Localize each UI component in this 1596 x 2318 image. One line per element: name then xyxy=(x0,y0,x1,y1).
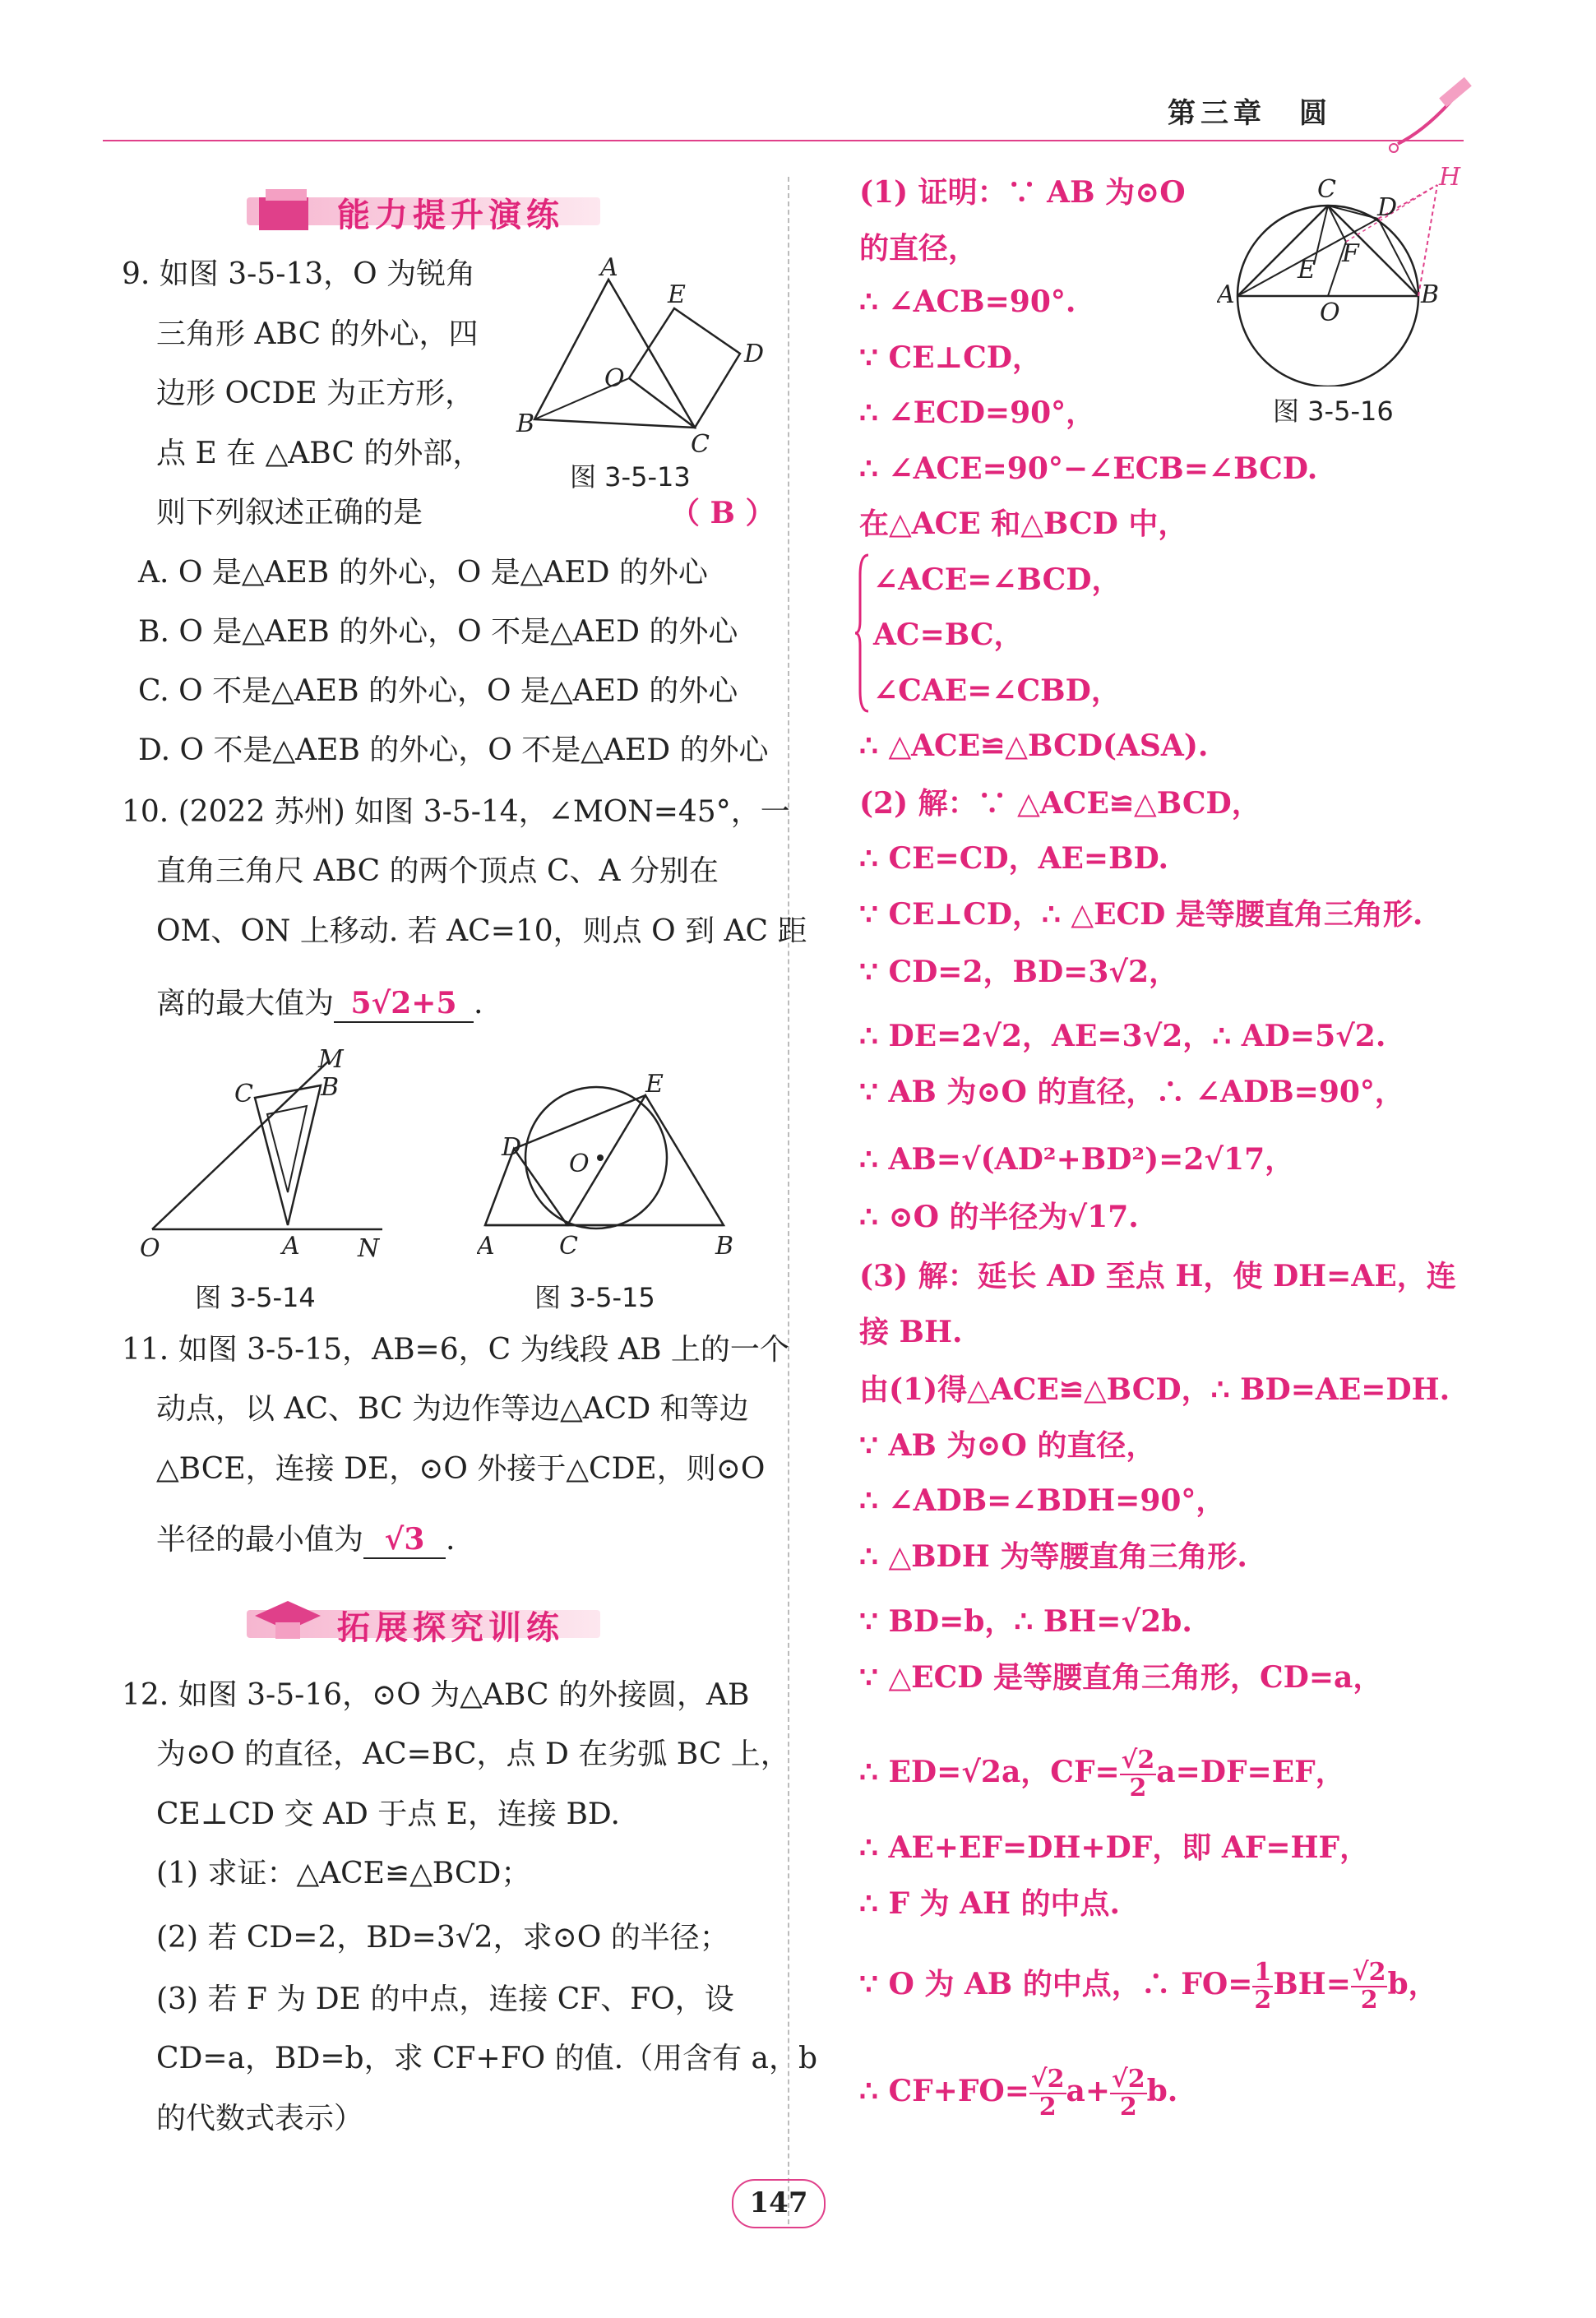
label: B xyxy=(516,409,535,438)
label: O xyxy=(1320,298,1340,327)
frac-den: 2 xyxy=(1360,1986,1378,2015)
solution-line: ∵ BD=b，∴ BH=√2b. xyxy=(859,1604,1192,1639)
frac-num: √2 xyxy=(1121,1746,1155,1774)
solution-line xyxy=(859,1747,1345,1802)
solution-line: 在△ACE 和△BCD 中， xyxy=(859,507,1188,541)
label: B xyxy=(1421,280,1440,309)
label: C xyxy=(234,1080,253,1108)
q9-option: C. O 不是△AEB 的外心，O 是△AED 的外心 xyxy=(138,674,738,708)
label: A xyxy=(477,1232,495,1261)
label: C xyxy=(559,1232,578,1261)
q9-line: 则下列叙述正确的是 xyxy=(156,496,423,530)
q12-line: (3) 若 F 为 DE 的中点，连接 CF、FO，设 xyxy=(156,1983,734,2016)
q11-line: △BCE，连接 DE，⊙O 外接于△CDE，则⊙O xyxy=(156,1452,766,1486)
solution-line: (1) 证明：∵ AB 为⊙O xyxy=(859,175,1186,210)
solution-text: a=DF=EF， xyxy=(1156,1755,1345,1789)
q9-line: 三角形 ABC 的外心，四 xyxy=(156,317,479,351)
q9-option: B. O 是△AEB 的外心，O 不是△AED 的外心 xyxy=(138,615,738,649)
pencil-decoration-icon xyxy=(1381,70,1480,160)
solution-line: ∵ CE⊥CD， xyxy=(859,340,1042,375)
q11-line: 动点，以 AC、BC 为边作等边△ACD 和等边 xyxy=(156,1392,749,1426)
solution-line xyxy=(859,2066,1177,2121)
q11-last xyxy=(156,1521,455,1559)
q9-option: A. O 是△AEB 的外心，O 是△AED 的外心 xyxy=(138,556,708,590)
solution-line: ∵ CD=2，BD=3√2， xyxy=(859,955,1179,989)
solution-line: ∴ ∠ADB=∠BDH=90°， xyxy=(859,1483,1226,1518)
solution-line: ∴ AB=√(AD²+BD²)=2√17， xyxy=(859,1142,1295,1177)
q12-line: CE⊥CD 交 AD 于点 E，连接 BD. xyxy=(156,1797,620,1831)
solution-text: ∵ O 为 AB 的中点，∴ FO= xyxy=(859,1967,1253,2001)
figure-3-5-15 xyxy=(477,1061,740,1266)
solution-line: ∴ ⊙O 的半径为√17. xyxy=(859,1200,1139,1234)
solution-text: b. xyxy=(1146,2074,1178,2108)
q11-suffix: . xyxy=(446,1523,456,1557)
label: E xyxy=(1298,256,1316,285)
label: D xyxy=(1377,193,1398,222)
books-icon xyxy=(251,181,325,238)
label: E xyxy=(645,1070,664,1099)
solution-text: b， xyxy=(1387,1967,1438,2001)
q12-line: (1) 求证：△ACE≌△BCD； xyxy=(156,1857,531,1890)
label: E xyxy=(668,280,686,309)
label: O xyxy=(604,364,625,393)
q10-prefix: 离的最大值为 xyxy=(156,987,335,1020)
solution-line: ∴ △BDH 为等腰直角三角形. xyxy=(859,1539,1247,1574)
q9-answer: （ B ） xyxy=(670,496,775,530)
solution-line: ∵ AB 为⊙O 的直径，∴ ∠ADB=90°， xyxy=(859,1075,1404,1109)
chapter-title: 第三章 圆 xyxy=(1168,97,1332,130)
label: A xyxy=(1217,280,1235,309)
solution-text: ∴ ED=√2a，CF= xyxy=(859,1755,1120,1789)
solution-line: (2) 解：∵ △ACE≌△BCD， xyxy=(859,786,1261,821)
q12-line: (2) 若 CD=2，BD=3√2，求⊙O 的半径； xyxy=(156,1921,729,1955)
solution-line: ∠ACE=∠BCD， xyxy=(873,562,1122,597)
frac-num: √2 xyxy=(1030,2065,1065,2094)
solution-text: a+ xyxy=(1066,2074,1110,2108)
figure-caption: 图 3-5-16 xyxy=(1273,396,1394,427)
figure-caption: 图 3-5-14 xyxy=(195,1282,316,1313)
label: N xyxy=(358,1234,380,1263)
solution-line: ∴ AE+EF=DH+DF，即 AF=HF， xyxy=(859,1830,1370,1865)
solution-line: ∵ AB 为⊙O 的直径， xyxy=(859,1428,1156,1463)
section-title-ability: 能力提升演练 xyxy=(337,197,564,234)
q10-line: 直角三角尺 ABC 的两个顶点 C、A 分别在 xyxy=(156,854,719,888)
frac-num: √2 xyxy=(1112,2065,1145,2094)
graduation-cap-icon xyxy=(247,1591,329,1649)
label: F xyxy=(1342,239,1359,268)
q10-answer: 5√2+5 xyxy=(334,985,474,1023)
figure-caption: 图 3-5-13 xyxy=(570,461,691,493)
frac-den: 2 xyxy=(1254,1986,1272,2015)
frac-den: 2 xyxy=(1039,2093,1057,2121)
page-number: 147 xyxy=(732,2179,826,2228)
label: A xyxy=(600,255,618,282)
frac-den: 2 xyxy=(1129,1774,1147,1802)
figure-3-5-16 xyxy=(1217,164,1480,386)
solution-line: ∴ CE=CD，AE=BD. xyxy=(859,841,1168,876)
solution-line: ∴ ∠ACB=90°. xyxy=(859,285,1076,319)
solution-line: ∴ F 为 AH 的中点. xyxy=(859,1886,1121,1921)
q9-line: 9. 如图 3-5-13，O 为锐角 xyxy=(122,257,476,291)
solution-text: ∴ CF+FO= xyxy=(859,2074,1029,2108)
solution-line: ∵ △ECD 是等腰直角三角形，CD=a， xyxy=(859,1660,1383,1695)
q9-line: 边形 OCDE 为正方形， xyxy=(156,377,475,410)
frac-num: 1 xyxy=(1254,1958,1272,1987)
q10-line: OM、ON 上移动. 若 AC=10，则点 O 到 AC 距 xyxy=(156,914,807,948)
solution-line: ∴ DE=2√2，AE=3√2，∴ AD=5√2. xyxy=(859,1019,1386,1053)
figure-3-5-14 xyxy=(136,1044,399,1266)
label: C xyxy=(691,430,710,459)
solution-line: ∴ ∠ACE=90°−∠ECB=∠BCD. xyxy=(859,451,1318,486)
label: A xyxy=(282,1232,300,1261)
q12-line: 12. 如图 3-5-16，⊙O 为△ABC 的外接圆，AB xyxy=(122,1678,750,1712)
brace-icon xyxy=(855,551,872,715)
solution-text: BH= xyxy=(1273,1967,1351,2001)
label: B xyxy=(321,1073,340,1102)
q10-line: 10. (2022 苏州) 如图 3-5-14，∠MON=45°，一 xyxy=(122,795,790,829)
solution-line: 接 BH. xyxy=(859,1315,963,1349)
label: H xyxy=(1439,164,1461,192)
figure-caption: 图 3-5-15 xyxy=(534,1282,655,1313)
solution-line: 的直径， xyxy=(859,231,978,266)
q10-suffix: . xyxy=(474,987,483,1020)
q11-answer: √3 xyxy=(363,1521,446,1559)
solution-line: ∵ CE⊥CD，∴ △ECD 是等腰直角三角形. xyxy=(859,897,1423,932)
label: B xyxy=(715,1232,734,1261)
label: O xyxy=(140,1234,160,1263)
solution-line: AC=BC， xyxy=(873,618,1024,652)
header-rule xyxy=(103,140,1464,141)
q9-line: 点 E 在 △ABC 的外部， xyxy=(156,437,483,470)
q12-line: 为⊙O 的直径，AC=BC，点 D 在劣弧 BC 上， xyxy=(156,1737,790,1771)
figure-3-5-13 xyxy=(510,255,773,460)
q9-option: D. O 不是△AEB 的外心，O 不是△AED 的外心 xyxy=(138,733,769,767)
label: D xyxy=(502,1133,522,1162)
q11-prefix: 半径的最小值为 xyxy=(156,1523,364,1557)
solution-line: 由(1)得△ACE≌△BCD，∴ BD=AE=DH. xyxy=(859,1372,1450,1407)
solution-line: ∠CAE=∠CBD， xyxy=(873,673,1121,708)
label: M xyxy=(318,1045,344,1074)
label: O xyxy=(569,1150,590,1178)
column-divider xyxy=(788,177,789,2224)
solution-line xyxy=(859,1959,1438,2014)
solution-line: ∴ ∠ECD=90°， xyxy=(859,396,1096,430)
section-title-explore: 拓展探究训练 xyxy=(337,1609,564,1647)
frac-den: 2 xyxy=(1119,2093,1137,2121)
q12-line: 的代数式表示） xyxy=(156,2102,364,2135)
solution-line: ∴ △ACE≌△BCD(ASA). xyxy=(859,729,1209,763)
q12-line: CD=a，BD=b，求 CF+FO 的值.（用含有 a，b xyxy=(156,2042,818,2075)
label: C xyxy=(1317,175,1336,204)
solution-line: (3) 解：延长 AD 至点 H，使 DH=AE，连 xyxy=(859,1259,1456,1293)
frac-num: √2 xyxy=(1352,1958,1386,1987)
label: D xyxy=(744,340,765,368)
q11-line: 11. 如图 3-5-15，AB=6，C 为线段 AB 上的一个 xyxy=(122,1333,789,1367)
q10-last xyxy=(156,985,483,1023)
